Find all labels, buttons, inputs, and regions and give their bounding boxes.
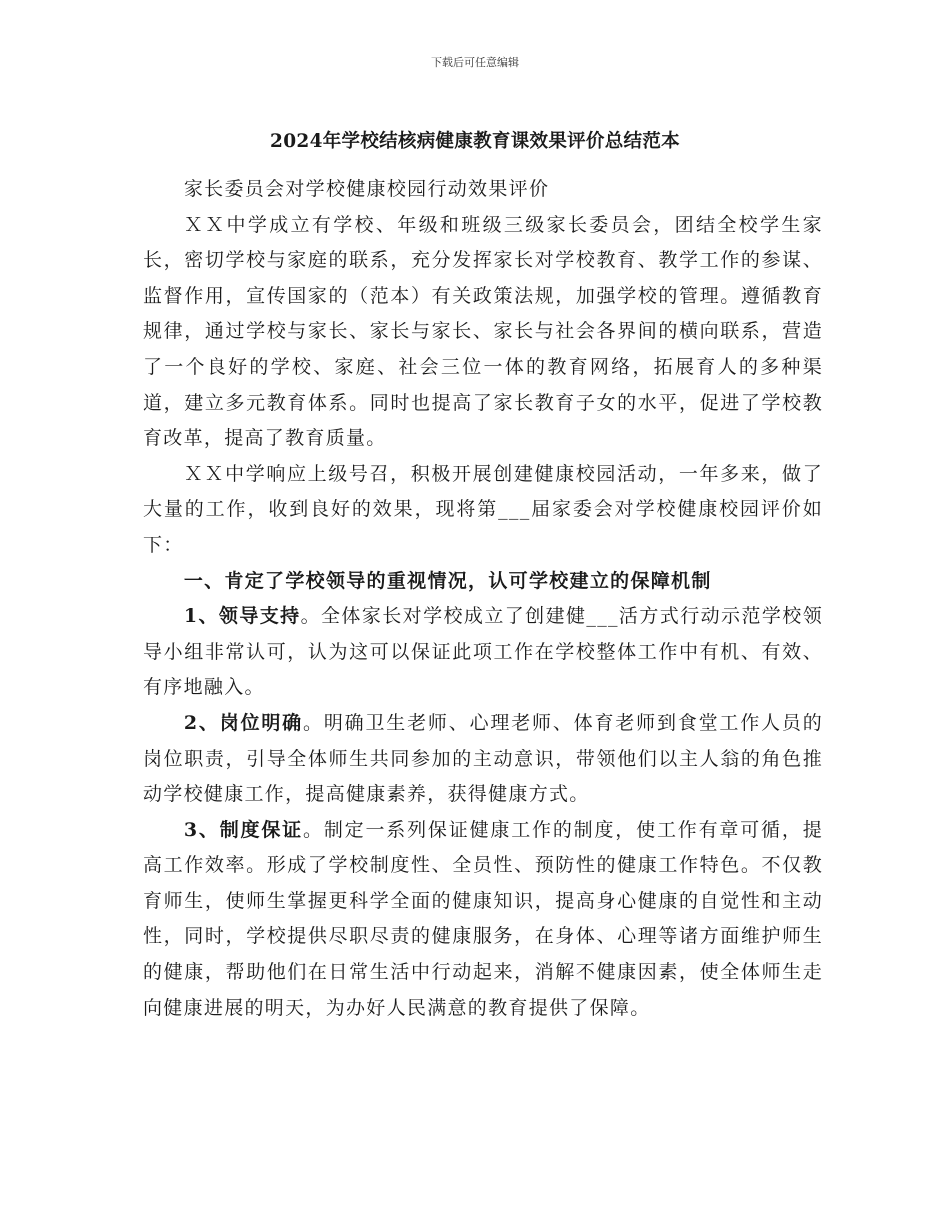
document-title: 2024年学校结核病健康教育课效果评价总结范本	[270, 131, 680, 152]
section-heading: 一、肯定了学校领导的重视情况，认可学校建立的保障机制	[183, 569, 712, 592]
page-header: 下载后可任意编辑	[431, 56, 519, 69]
subtitle-paragraph: 家长委员会对学校健康校园行动效果评价	[183, 178, 550, 200]
item-paragraph-2	[143, 706, 823, 813]
item-label-1: 1、领导支持	[183, 605, 301, 628]
item-label-2: 2、岗位明确	[183, 711, 303, 734]
item-text-2: 。明确卫生老师、心理老师、体育老师到食堂工作人员的岗位职责，引导全体师生共同参加的主动意识，带领他们以主人翁的角色推动学校健康工作，提高健康素养，获得健康方式。	[143, 711, 823, 806]
item-text-3: 。制定一系列保证健康工作的制度，使工作有章可循，提高工作效率。形成了学校制度性、全员性、预防性的健康工作特色。不仅教育师生，使师生掌握更科学全面的健康知识，提高身心健康的自觉性和主动性，同时，学校提供尽职尽责的健康服务，在身体、心理等诸方面维护师生的健康，帮助他们在日常生活中行动起来，消解不健康因素，使全体师生走向健康进展的明天，为办好人民满意的教育提供了保障。	[143, 818, 823, 1019]
intro-paragraph: ＸＸ中学成立有学校、年级和班级三级家长委员会，团结全校学生家长，密切学校与家庭的联系，充分发挥家长对学校教育、教学工作的参谋、监督作用，宣传国家的（范本）有关政策法规，加强学校的管理。遵循教育规律，通过学校与家长、家长与家长、家长与社会各界间的横向联系，营造了一个良好的学校、家庭、社会三位一体的教育网络，拓展育人的多种渠道，建立多元教育体系。同时也提高了家长教育子女的水平，促进了学校教育改革，提高了教育质量。	[143, 213, 823, 450]
summary-paragraph: ＸＸ中学响应上级号召，积极开展创建健康校园活动，一年多来，做了大量的工作，收到良好的效果，现将第___届家委会对学校健康校园评价如下：	[143, 462, 823, 556]
item-paragraph-1	[143, 599, 823, 706]
document-body	[143, 172, 823, 1026]
item-text-1: 。全体家长对学校成立了创建健___活方式行动示范学校领导小组非常认可，认为这可以保证此项工作在学校整体工作中有机、有效、有序地融入。	[143, 605, 823, 699]
item-paragraph-3	[143, 813, 823, 1027]
item-label-3: 3、制度保证	[183, 818, 303, 841]
